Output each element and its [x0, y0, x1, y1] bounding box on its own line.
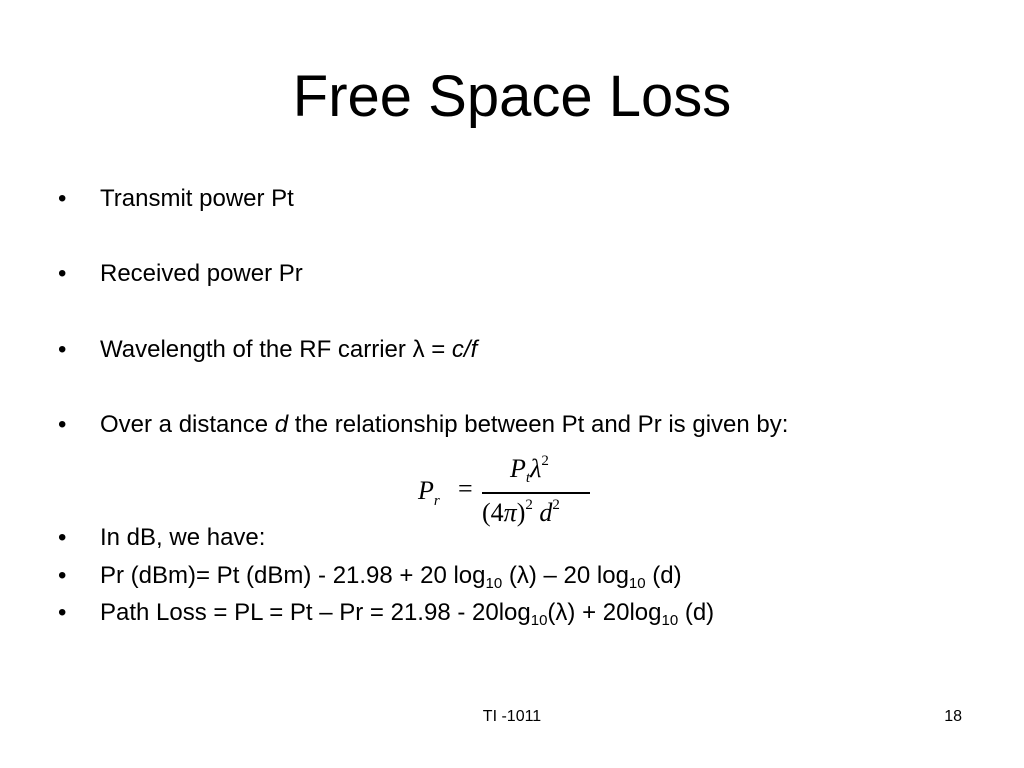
formula-subscript: r [433, 493, 440, 509]
formula-symbol: P [418, 476, 434, 505]
bullet-marker: • [58, 524, 67, 551]
formula-lhs [418, 476, 440, 509]
bullet-marker: • [58, 562, 67, 589]
bullet-text: Over a distance [100, 411, 275, 438]
bullet-text: (d) [678, 599, 715, 626]
bullet-text: Pr (dBm)= Pt (dBm) - 21.98 + 20 log [100, 562, 486, 589]
bullet-distance [58, 410, 788, 440]
bullet-text: Transmit power Pt [100, 185, 294, 212]
bullet-marker: • [58, 599, 67, 626]
bullet-marker: • [58, 260, 67, 287]
formula-denominator [482, 498, 560, 528]
bullet-wavelength [58, 335, 477, 365]
slide-number: 18 [944, 708, 962, 725]
log-base: 10 [661, 612, 679, 629]
bullet-text: In dB, we have: [100, 524, 266, 551]
formula-subscript: t [525, 470, 531, 486]
bullet-received-power [58, 259, 303, 289]
formula-superscript: 2 [552, 497, 560, 513]
log-base: 10 [485, 575, 503, 592]
formula-equals: = [458, 474, 473, 503]
bullet-marker: • [58, 336, 67, 363]
bullet-transmit-power [58, 184, 294, 214]
formula-symbol: P [510, 454, 526, 483]
bullet-text: (d) [645, 562, 682, 589]
slide-title: Free Space Loss [292, 64, 732, 129]
formula-symbol: (4 [482, 498, 504, 527]
bullet-text: Path Loss = PL = Pt – Pr = 21.98 - 20log [100, 599, 531, 626]
formula-superscript: 2 [525, 497, 533, 513]
bullet-path-loss [58, 598, 714, 628]
bullet-text: the relationship between Pt and Pr is given by: [288, 411, 789, 438]
bullet-text: Wavelength of the RF carrier λ = [100, 336, 452, 363]
formula-numerator [510, 454, 549, 484]
bullet-text: (λ) + 20log [547, 599, 662, 626]
bullet-marker: • [58, 411, 67, 438]
bullet-marker: • [58, 185, 67, 212]
bullet-in-db [58, 523, 265, 553]
formula-symbol: ) [516, 498, 526, 527]
bullet-italic: c/f [451, 336, 478, 363]
footer-course-code: TI -1011 [482, 708, 542, 725]
bullet-text: (λ) – 20 log [502, 562, 629, 589]
log-base: 10 [628, 575, 646, 592]
bullet-pr-dbm [58, 561, 682, 591]
bullet-italic: d [274, 411, 289, 438]
fraction-bar [482, 492, 590, 494]
log-base: 10 [530, 612, 548, 629]
formula-symbol: π [503, 498, 517, 527]
formula-symbol: λ [530, 454, 542, 483]
formula-symbol: d [532, 498, 553, 527]
bullet-text: Received power Pr [100, 260, 303, 287]
formula-superscript: 2 [541, 453, 549, 469]
